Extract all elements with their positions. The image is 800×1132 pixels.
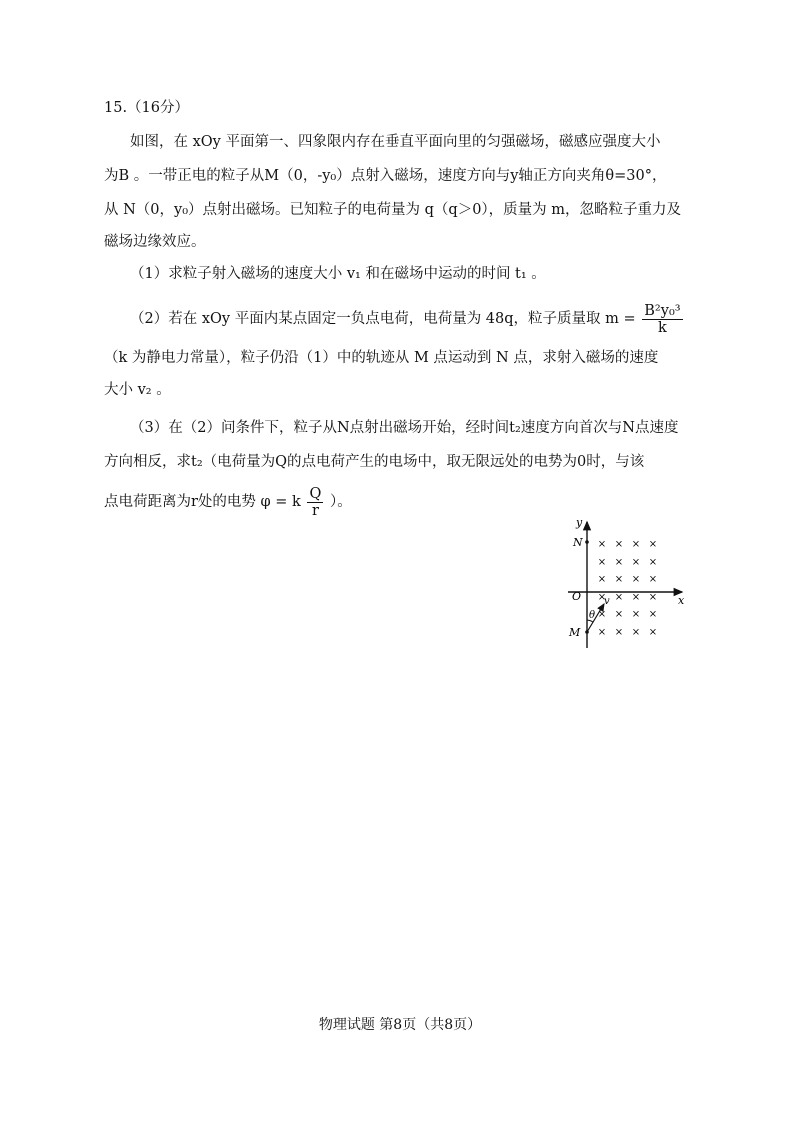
intro-line-4: 磁场边缘效应。 bbox=[104, 234, 206, 250]
field-cross: × bbox=[648, 574, 658, 585]
part3-line-3 bbox=[104, 484, 352, 520]
field-cross: × bbox=[648, 539, 658, 550]
mass-fraction-denominator: k bbox=[658, 319, 667, 336]
field-cross: × bbox=[597, 539, 607, 550]
mass-fraction-numerator: B²y₀³ bbox=[644, 302, 681, 319]
part2-line-2: （k 为静电力常量），粒子仍沿（1）中的轨迹从 M 点运动到 N 点，求射入磁场的速度 bbox=[104, 350, 659, 366]
y-axis-label: y bbox=[576, 516, 583, 529]
part2-line-3: 大小 v₂ 。 bbox=[104, 382, 171, 398]
part3-line-3-end: ）。 bbox=[329, 494, 352, 510]
part2-line-1 bbox=[130, 300, 685, 338]
x-axis-label: x bbox=[678, 594, 685, 607]
field-cross: × bbox=[614, 627, 624, 638]
field-cross: × bbox=[631, 627, 641, 638]
intro-line-1: 如图，在 xOy 平面第一、四象限内存在垂直平面向里的匀强磁场，磁感应强度大小 bbox=[130, 134, 661, 150]
part3-line-2: 方向相反，求t₂（电荷量为Q的点电荷产生的电场中，取无限远处的电势为0时，与该 bbox=[104, 454, 645, 470]
question-number: 15.（16分） bbox=[104, 100, 190, 116]
potential-fraction bbox=[307, 486, 323, 519]
intro-line-2: 为B 。一带正电的粒子从M（0，-y₀）点射入磁场，速度方向与y轴正方向夹角θ=30°， bbox=[104, 168, 667, 184]
potential-fraction-numerator: Q bbox=[309, 485, 322, 502]
field-cross: × bbox=[614, 539, 624, 550]
magnetic-field-figure bbox=[560, 512, 700, 652]
part2-line-1-text: （2）若在 xOy 平面内某点固定一负点电荷，电荷量为 48q，粒子质量取 m = bbox=[130, 311, 636, 327]
field-cross: × bbox=[597, 609, 607, 620]
field-cross: × bbox=[597, 557, 607, 568]
field-cross: × bbox=[648, 592, 658, 603]
field-cross: × bbox=[614, 609, 624, 620]
field-cross: × bbox=[597, 574, 607, 585]
velocity-label: v bbox=[604, 596, 610, 607]
field-cross: × bbox=[631, 574, 641, 585]
field-cross: × bbox=[648, 627, 658, 638]
field-cross: × bbox=[597, 627, 607, 638]
field-cross: × bbox=[631, 609, 641, 620]
field-cross: × bbox=[614, 574, 624, 585]
origin-label: O bbox=[572, 590, 582, 603]
field-cross: × bbox=[631, 557, 641, 568]
part1-text: （1）求粒子射入磁场的速度大小 v₁ 和在磁场中运动的时间 t₁ 。 bbox=[130, 266, 546, 282]
page-footer: 物理试题 第8页（共8页） bbox=[318, 1017, 482, 1033]
field-cross: × bbox=[648, 557, 658, 568]
field-cross: × bbox=[631, 539, 641, 550]
part3-line-1: （3）在（2）问条件下，粒子从N点射出磁场开始，经时间t₂速度方向首次与N点速度 bbox=[130, 420, 679, 436]
point-n-label: N bbox=[573, 536, 583, 549]
field-cross: × bbox=[597, 592, 607, 603]
intro-line-3: 从 N（0，y₀）点射出磁场。已知粒子的电荷量为 q（q＞0），质量为 m，忽略粒子重力及 bbox=[104, 202, 682, 218]
field-cross: × bbox=[631, 592, 641, 603]
mass-fraction bbox=[642, 303, 682, 336]
point-n bbox=[585, 540, 589, 544]
potential-fraction-denominator: r bbox=[311, 502, 319, 519]
field-marks bbox=[598, 539, 657, 638]
part3-line-3-text: 点电荷距离为r处的电势 φ = k bbox=[104, 494, 301, 510]
point-m-label: M bbox=[569, 626, 581, 639]
field-cross: × bbox=[614, 557, 624, 568]
field-cross: × bbox=[648, 609, 658, 620]
field-cross: × bbox=[614, 592, 624, 603]
theta-label: θ bbox=[589, 610, 596, 621]
